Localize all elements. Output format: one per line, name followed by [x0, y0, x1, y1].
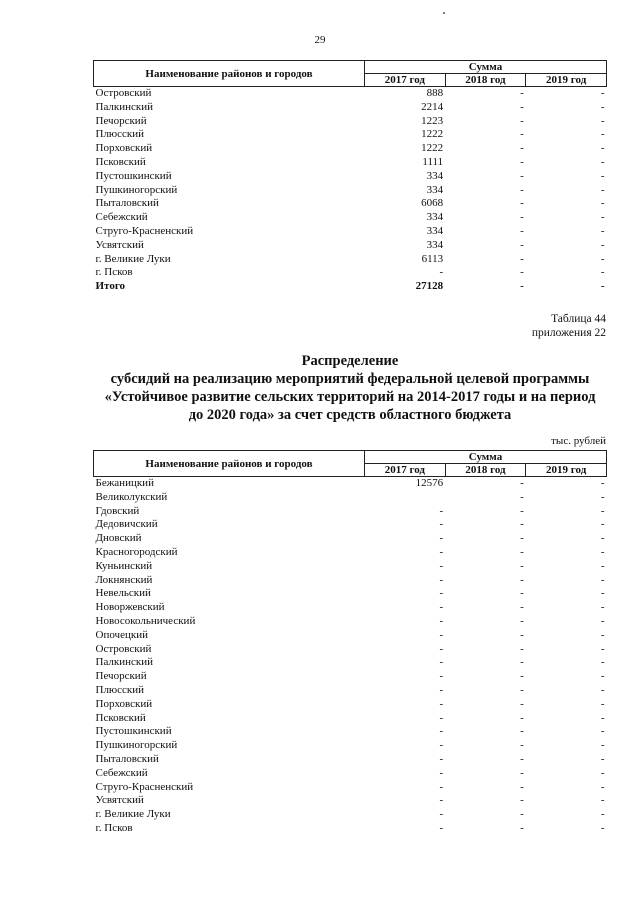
value-2019: -: [600, 197, 605, 210]
value-2019: -: [600, 280, 605, 293]
district-name: г. Великие Луки: [95, 252, 171, 265]
value-2018: -: [520, 518, 524, 531]
value-2019: -: [600, 100, 605, 113]
district-name: Невельский: [95, 587, 151, 600]
table-row: [94, 128, 607, 142]
header-name-col: Наименование районов и городов: [94, 61, 365, 87]
value-2018: -: [520, 211, 524, 224]
value-2017: -: [439, 821, 444, 834]
value-2017: -: [439, 752, 444, 765]
header-sum: Сумма: [365, 451, 607, 464]
value-2017: -: [439, 670, 444, 683]
district-name: Пыталовский: [95, 752, 159, 765]
header-year-2017: 2017 год: [365, 464, 446, 477]
table-row: [94, 684, 607, 698]
table-row: [94, 629, 607, 643]
value-2019: -: [600, 821, 605, 834]
district-name: Локнянский: [95, 573, 153, 586]
district-name: Усвятский: [95, 794, 144, 807]
value-2019: -: [600, 725, 605, 738]
value-2019: -: [600, 155, 605, 168]
value-2018: -: [520, 794, 524, 807]
table-row: [94, 808, 607, 822]
value-2017: -: [439, 739, 444, 752]
table-label: Таблица 44: [551, 313, 606, 325]
table-row: [94, 587, 607, 601]
district-name: г. Псков: [95, 266, 133, 279]
table-row: [94, 739, 607, 753]
value-2017: 27128: [415, 280, 444, 293]
value-2018: -: [520, 683, 524, 696]
value-2017: 1223: [421, 114, 444, 127]
value-2017: 1222: [421, 142, 444, 155]
district-name: Пустошкинский: [95, 169, 172, 182]
value-2017: -: [439, 601, 444, 614]
district-name: Себежский: [95, 211, 148, 224]
value-2018: -: [520, 490, 524, 503]
value-2017: -: [439, 614, 444, 627]
value-2019: -: [600, 559, 605, 572]
value-2019: -: [600, 711, 605, 724]
value-2019: -: [600, 587, 605, 600]
value-2017: 334: [426, 211, 444, 224]
title-line-2: субсидий на реализацию мероприятий федеральной целевой программы: [110, 371, 590, 387]
district-name: Опочецкий: [95, 628, 148, 641]
value-2019: -: [600, 238, 605, 251]
value-2018: -: [520, 280, 524, 293]
header-sum: Сумма: [365, 61, 607, 74]
value-2019: -: [600, 142, 605, 155]
district-name: Струго-Красненский: [95, 224, 194, 237]
value-2017: -: [439, 587, 444, 600]
district-name: Усвятский: [95, 238, 144, 251]
value-2019: -: [600, 780, 605, 793]
table-row: [94, 601, 607, 615]
value-2018: -: [520, 780, 524, 793]
value-2018: -: [520, 114, 524, 127]
value-2017: 2214: [421, 100, 444, 113]
value-2018: -: [520, 670, 524, 683]
table-row: [94, 491, 607, 505]
value-2019: -: [600, 794, 605, 807]
title-line-1: Распределение: [301, 353, 399, 369]
table-row: [94, 656, 607, 670]
value-2019: -: [600, 697, 605, 710]
table-row: [94, 560, 607, 574]
header-name-col: Наименование районов и городов: [94, 451, 365, 477]
district-name: Гдовский: [95, 504, 140, 517]
table-row: [94, 266, 607, 280]
table-row: [94, 253, 607, 267]
value-2018: -: [520, 545, 524, 558]
district-name: Пушкиногорский: [95, 739, 178, 752]
table-row: [94, 794, 607, 808]
value-2018: -: [520, 559, 524, 572]
district-name: Печорский: [95, 114, 147, 127]
value-2019: -: [600, 504, 605, 517]
value-2018: -: [520, 766, 524, 779]
value-2018: -: [520, 224, 524, 237]
value-2018: -: [520, 587, 524, 600]
district-name: Великолукский: [95, 490, 168, 503]
value-2019: -: [600, 252, 605, 265]
value-2017: -: [439, 559, 444, 572]
table-row: [94, 505, 607, 519]
header-year-2019: 2019 год: [526, 464, 607, 477]
value-2018: -: [520, 238, 524, 251]
header-year-2017: 2017 год: [365, 74, 446, 87]
value-2019: -: [600, 518, 605, 531]
table-row: [94, 115, 607, 129]
table-row: [94, 225, 607, 239]
value-2019: -: [600, 683, 605, 696]
table-row: [94, 546, 607, 560]
table-row: [94, 767, 607, 781]
units-label: тыс. рублей: [551, 435, 606, 447]
value-2017: -: [439, 725, 444, 738]
table-row: [94, 156, 607, 170]
value-2019: -: [600, 808, 605, 821]
value-2018: -: [520, 128, 524, 141]
value-2019: -: [600, 211, 605, 224]
table-row: [94, 615, 607, 629]
value-2018: -: [520, 808, 524, 821]
district-name: Плюсский: [95, 683, 145, 696]
district-name: Порховский: [95, 142, 153, 155]
district-name: Дедовичский: [95, 518, 158, 531]
value-2018: -: [520, 739, 524, 752]
district-name: Пыталовский: [95, 197, 159, 210]
value-2017: 334: [426, 238, 444, 251]
title-line-3: «Устойчивое развитие сельских территорий на 2014-2017 годы и на период: [104, 389, 596, 405]
value-2019: -: [600, 752, 605, 765]
value-2018: -: [520, 821, 524, 834]
district-name: г. Псков: [95, 821, 133, 834]
value-2018: -: [520, 697, 524, 710]
value-2018: -: [520, 142, 524, 155]
district-name: Пустошкинский: [95, 725, 172, 738]
value-2018: -: [520, 266, 524, 279]
value-2017: 6068: [421, 197, 444, 210]
table-row: [94, 822, 607, 836]
district-name: Новоржевский: [95, 601, 165, 614]
value-2018: -: [520, 87, 524, 99]
value-2017: [365, 491, 446, 505]
value-2018: -: [520, 656, 524, 669]
value-2018: -: [520, 252, 524, 265]
value-2019: -: [600, 114, 605, 127]
table-row: [94, 239, 607, 253]
value-2017: 12576: [415, 477, 444, 489]
table-row: [94, 532, 607, 546]
appendix-label: приложения 22: [531, 327, 606, 339]
value-2019: -: [600, 128, 605, 141]
value-2018: -: [520, 752, 524, 765]
table-row: [94, 87, 607, 101]
value-2019: -: [600, 532, 605, 545]
district-name: Палкинский: [95, 656, 154, 669]
table-row: [94, 184, 607, 198]
value-2017: 334: [426, 224, 444, 237]
district-name: Куньинский: [95, 559, 153, 572]
title-line-4: до 2020 года» за счет средств областного бюджета: [188, 407, 512, 423]
value-2019: -: [600, 169, 605, 182]
value-2018: -: [520, 197, 524, 210]
value-2019: -: [600, 224, 605, 237]
value-2017: -: [439, 545, 444, 558]
value-2019: -: [600, 766, 605, 779]
table-row: [94, 574, 607, 588]
value-2017: -: [439, 518, 444, 531]
district-name: Красногородский: [95, 545, 178, 558]
value-2017: -: [439, 656, 444, 669]
total-label: Итого: [95, 280, 126, 293]
table-row: [94, 477, 607, 491]
value-2018: -: [520, 628, 524, 641]
value-2018: -: [520, 642, 524, 655]
table-row: [94, 142, 607, 156]
table-1: [93, 60, 607, 294]
page-number: 29: [314, 34, 326, 46]
district-name: Островский: [95, 642, 152, 655]
value-2019: -: [600, 601, 605, 614]
value-2017: -: [439, 628, 444, 641]
value-2019: -: [600, 477, 605, 489]
value-2019: -: [600, 614, 605, 627]
value-2018: -: [520, 711, 524, 724]
value-2017: 6113: [421, 252, 444, 265]
value-2019: -: [600, 656, 605, 669]
district-name: г. Великие Луки: [95, 808, 171, 821]
district-name: Дновский: [95, 532, 142, 545]
value-2017: -: [439, 266, 444, 279]
district-name: Струго-Красненский: [95, 780, 194, 793]
table-row: [94, 753, 607, 767]
district-name: Палкинский: [95, 100, 154, 113]
value-2017: -: [439, 794, 444, 807]
value-2019: -: [600, 670, 605, 683]
value-2017: 1111: [422, 155, 444, 168]
district-name: Себежский: [95, 766, 148, 779]
district-name: Бежаницкий: [95, 477, 154, 489]
district-name: Островский: [95, 87, 152, 99]
table-1-body: [94, 87, 607, 294]
header-year-2018: 2018 год: [445, 464, 526, 477]
value-2018: -: [520, 183, 524, 196]
value-2017: -: [439, 766, 444, 779]
scan-speck: [443, 12, 445, 14]
value-2017: -: [439, 573, 444, 586]
table-row: [94, 712, 607, 726]
table-row: [94, 197, 607, 211]
district-name: Новосокольнический: [95, 614, 196, 627]
district-name: Псковский: [95, 155, 146, 168]
value-2017: -: [439, 711, 444, 724]
value-2017: -: [439, 642, 444, 655]
value-2019: -: [600, 490, 605, 503]
value-2019: -: [600, 266, 605, 279]
value-2019: -: [600, 628, 605, 641]
district-name: Плюсский: [95, 128, 145, 141]
value-2019: -: [600, 183, 605, 196]
value-2018: -: [520, 169, 524, 182]
value-2018: -: [520, 477, 524, 489]
total-row: [94, 280, 607, 294]
value-2018: -: [520, 100, 524, 113]
table-row: [94, 518, 607, 532]
district-name: Печорский: [95, 670, 147, 683]
value-2018: -: [520, 614, 524, 627]
value-2017: 1222: [421, 128, 444, 141]
value-2017: -: [439, 780, 444, 793]
value-2018: -: [520, 532, 524, 545]
table-row: [94, 211, 607, 225]
value-2017: -: [439, 683, 444, 696]
value-2017: -: [439, 808, 444, 821]
value-2018: -: [520, 504, 524, 517]
value-2019: -: [600, 642, 605, 655]
table-row: [94, 170, 607, 184]
value-2018: -: [520, 573, 524, 586]
value-2019: -: [600, 545, 605, 558]
value-2017: -: [439, 504, 444, 517]
value-2018: -: [520, 155, 524, 168]
value-2018: -: [520, 725, 524, 738]
value-2017: -: [439, 532, 444, 545]
table-row: [94, 670, 607, 684]
table-row: [94, 781, 607, 795]
table-row: [94, 101, 607, 115]
table-2: [93, 450, 607, 836]
district-name: Пушкиногорский: [95, 183, 178, 196]
value-2018: -: [520, 601, 524, 614]
value-2017: 334: [426, 169, 444, 182]
table-2-body: [94, 477, 607, 836]
value-2017: 334: [426, 183, 444, 196]
value-2017: -: [439, 697, 444, 710]
header-year-2018: 2018 год: [445, 74, 526, 87]
value-2017: 888: [426, 87, 444, 99]
table-row: [94, 643, 607, 657]
table-row: [94, 698, 607, 712]
value-2019: -: [600, 739, 605, 752]
district-name: Порховский: [95, 697, 153, 710]
table-row: [94, 725, 607, 739]
value-2019: -: [600, 87, 605, 99]
header-year-2019: 2019 год: [526, 74, 607, 87]
district-name: Псковский: [95, 711, 146, 724]
value-2019: -: [600, 573, 605, 586]
